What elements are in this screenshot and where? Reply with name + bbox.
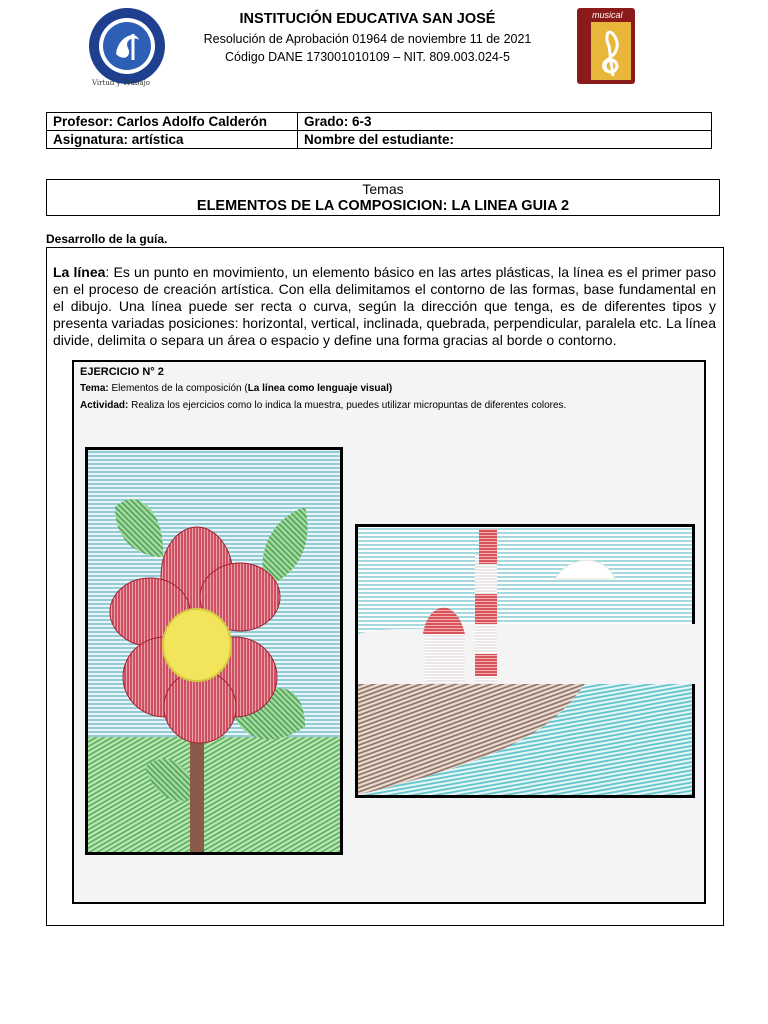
flower-line-drawing (85, 447, 343, 855)
tema-text: Elementos de la composición ( (108, 383, 248, 394)
school-crest-logo (84, 6, 170, 92)
lighthouse-drawing-icon (355, 524, 695, 798)
music-clef-logo (577, 8, 635, 84)
subject-cell: Asignatura: artística (47, 131, 298, 149)
student-name-cell[interactable]: Nombre del estudiante: (298, 131, 712, 149)
body-paragraph (53, 264, 716, 349)
term-definition: : Es un punto en movimiento, un elemento básico en las artes plásticas, la línea es el primer paso en el proceso de creación artística. Con ella delimitamos el contorno de las formas, base fundamental en el dibujo. Una línea puede ser recta o curva, según la dirección que tenga, es de diferentes tipos y presenta variadas posiciones: horizontal, vertical, inclinada, quebrada, perpendicular, paralela etc. La línea divide, delimita o separa un área o espacio y define una forma gracias al borde o contorno. (53, 264, 716, 348)
info-row-1 (47, 113, 712, 131)
development-heading: Desarrollo de la guía. (46, 232, 168, 246)
topics-title: ELEMENTOS DE LA COMPOSICION: LA LINEA GUIA 2 (196, 198, 570, 214)
resolution-line: Resolución de Aprobación 01964 de noviembre 11 de 2021 (203, 32, 532, 46)
institution-name: INSTITUCIÓN EDUCATIVA SAN JOSÉ (239, 11, 496, 27)
flower-drawing-icon (85, 447, 343, 855)
exercise-tema (80, 383, 392, 394)
logo-word-musical: musical (592, 10, 623, 20)
grade-cell: Grado: 6-3 (298, 113, 712, 131)
activity-label: Actividad: (80, 400, 129, 411)
exercise-activity (80, 400, 566, 411)
tema-bold: La línea como lenguaje visual) (247, 383, 393, 394)
exercise-title: EJERCICIO N° 2 (80, 366, 164, 378)
info-table (46, 112, 712, 149)
activity-text: Realiza los ejercicios como lo indica la muestra, puedes utilizar micropuntas de diferentes colores. (128, 400, 567, 411)
tema-label: Tema: (80, 383, 109, 394)
topics-box (46, 179, 720, 216)
teacher-cell: Profesor: Carlos Adolfo Calderón (47, 113, 298, 131)
info-row-2 (47, 131, 712, 149)
dane-line: Código DANE 173001010109 – NIT. 809.003.024-5 (225, 50, 510, 64)
lighthouse-line-drawing (355, 524, 695, 798)
topics-label: Temas (362, 181, 404, 197)
crest-motto: Virtud y Trabajo (92, 79, 150, 87)
term-line: La línea (53, 264, 106, 280)
